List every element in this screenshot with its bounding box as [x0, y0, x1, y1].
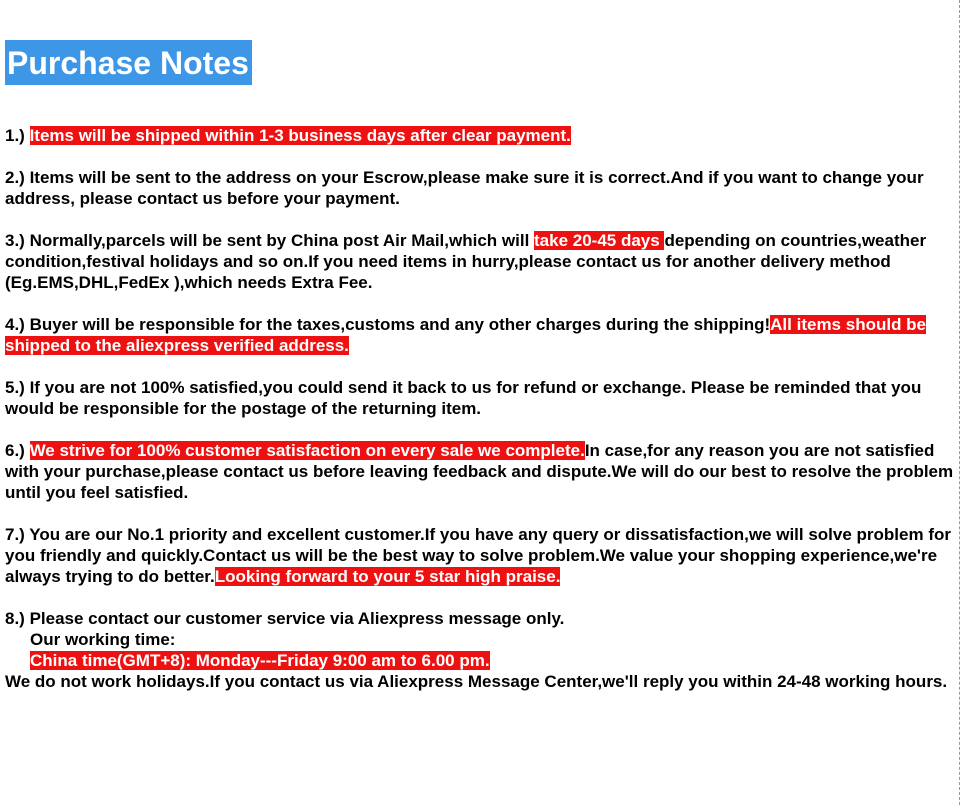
working-time-label: Our working time: — [30, 630, 176, 649]
note-highlight: Looking forward to your 5 star high praise. — [214, 567, 561, 586]
note-text: Items will be sent to the address on your Escrow,please make sure it is correct.And if you want to change your address, please contact us before your payment. — [5, 168, 924, 208]
note-text: In case,for any reason you are not satisfied with your purchase,please contact us before leaving feedback and dispute.We will do our best to resolve the problem until you feel satisfied. — [5, 441, 954, 502]
note-text: Please contact our customer service via Aliexpress message only. — [29, 609, 565, 628]
note-3 — [5, 230, 957, 293]
note-text: Normally,parcels will be sent by China post Air Mail,which will — [29, 231, 535, 250]
note-8 — [5, 608, 957, 692]
note-highlight: We strive for 100% customer satisfaction on every sale we complete. — [29, 441, 585, 460]
working-time-row — [5, 650, 957, 671]
note-number: 2.) — [5, 168, 30, 187]
note-number: 8.) — [5, 609, 30, 628]
note-text: depending on countries,weather condition,festival holidays and so on.If you need items in hurry,please contact us for another delivery method (Eg.EMS,DHL,FedEx ),which needs Extra Fee. — [5, 231, 927, 292]
note-5 — [5, 377, 957, 419]
purchase-notes-list — [5, 125, 957, 692]
note-4 — [5, 314, 957, 356]
working-time-value: China time(GMT+8): Monday---Friday 9:00 am to 6.00 pm. — [30, 651, 490, 670]
note-number: 7.) — [5, 525, 30, 544]
note-number: 3.) — [5, 231, 30, 250]
note-text: If you are not 100% satisfied,you could send it back to us for refund or exchange. Please be reminded that you would be responsible for the postage of the returning item. — [5, 378, 922, 418]
note-text: Buyer will be responsible for the taxes,customs and any other charges during the shipping! — [29, 315, 771, 334]
note-7 — [5, 524, 957, 587]
note-highlight: All items should be shipped to the aliexpress verified address. — [5, 315, 927, 355]
note-number: 4.) — [5, 315, 30, 334]
holiday-notice: We do not work holidays.If you contact us via Aliexpress Message Center,we'll reply you within 24-48 working hours. — [5, 672, 948, 691]
note-text: You are our No.1 priority and excellent customer.If you have any query or dissatisfaction,we will solve problem for you friendly and quickly.Contact us will be the best way to solve problem.We value your shopping experience,we're always trying to do better. — [5, 525, 951, 586]
note-8-first-line — [5, 608, 957, 629]
note-number: 5.) — [5, 378, 30, 397]
note-6 — [5, 440, 957, 503]
page-edge-divider — [959, 0, 960, 805]
note-1 — [5, 125, 957, 146]
note-2 — [5, 167, 957, 209]
page-title: Purchase Notes — [5, 40, 252, 85]
note-number: 1.) — [5, 126, 30, 145]
note-highlight: Items will be shipped within 1-3 business days after clear payment. — [29, 126, 571, 145]
note-highlight: take 20-45 days — [534, 231, 665, 250]
note-number: 6.) — [5, 441, 30, 460]
